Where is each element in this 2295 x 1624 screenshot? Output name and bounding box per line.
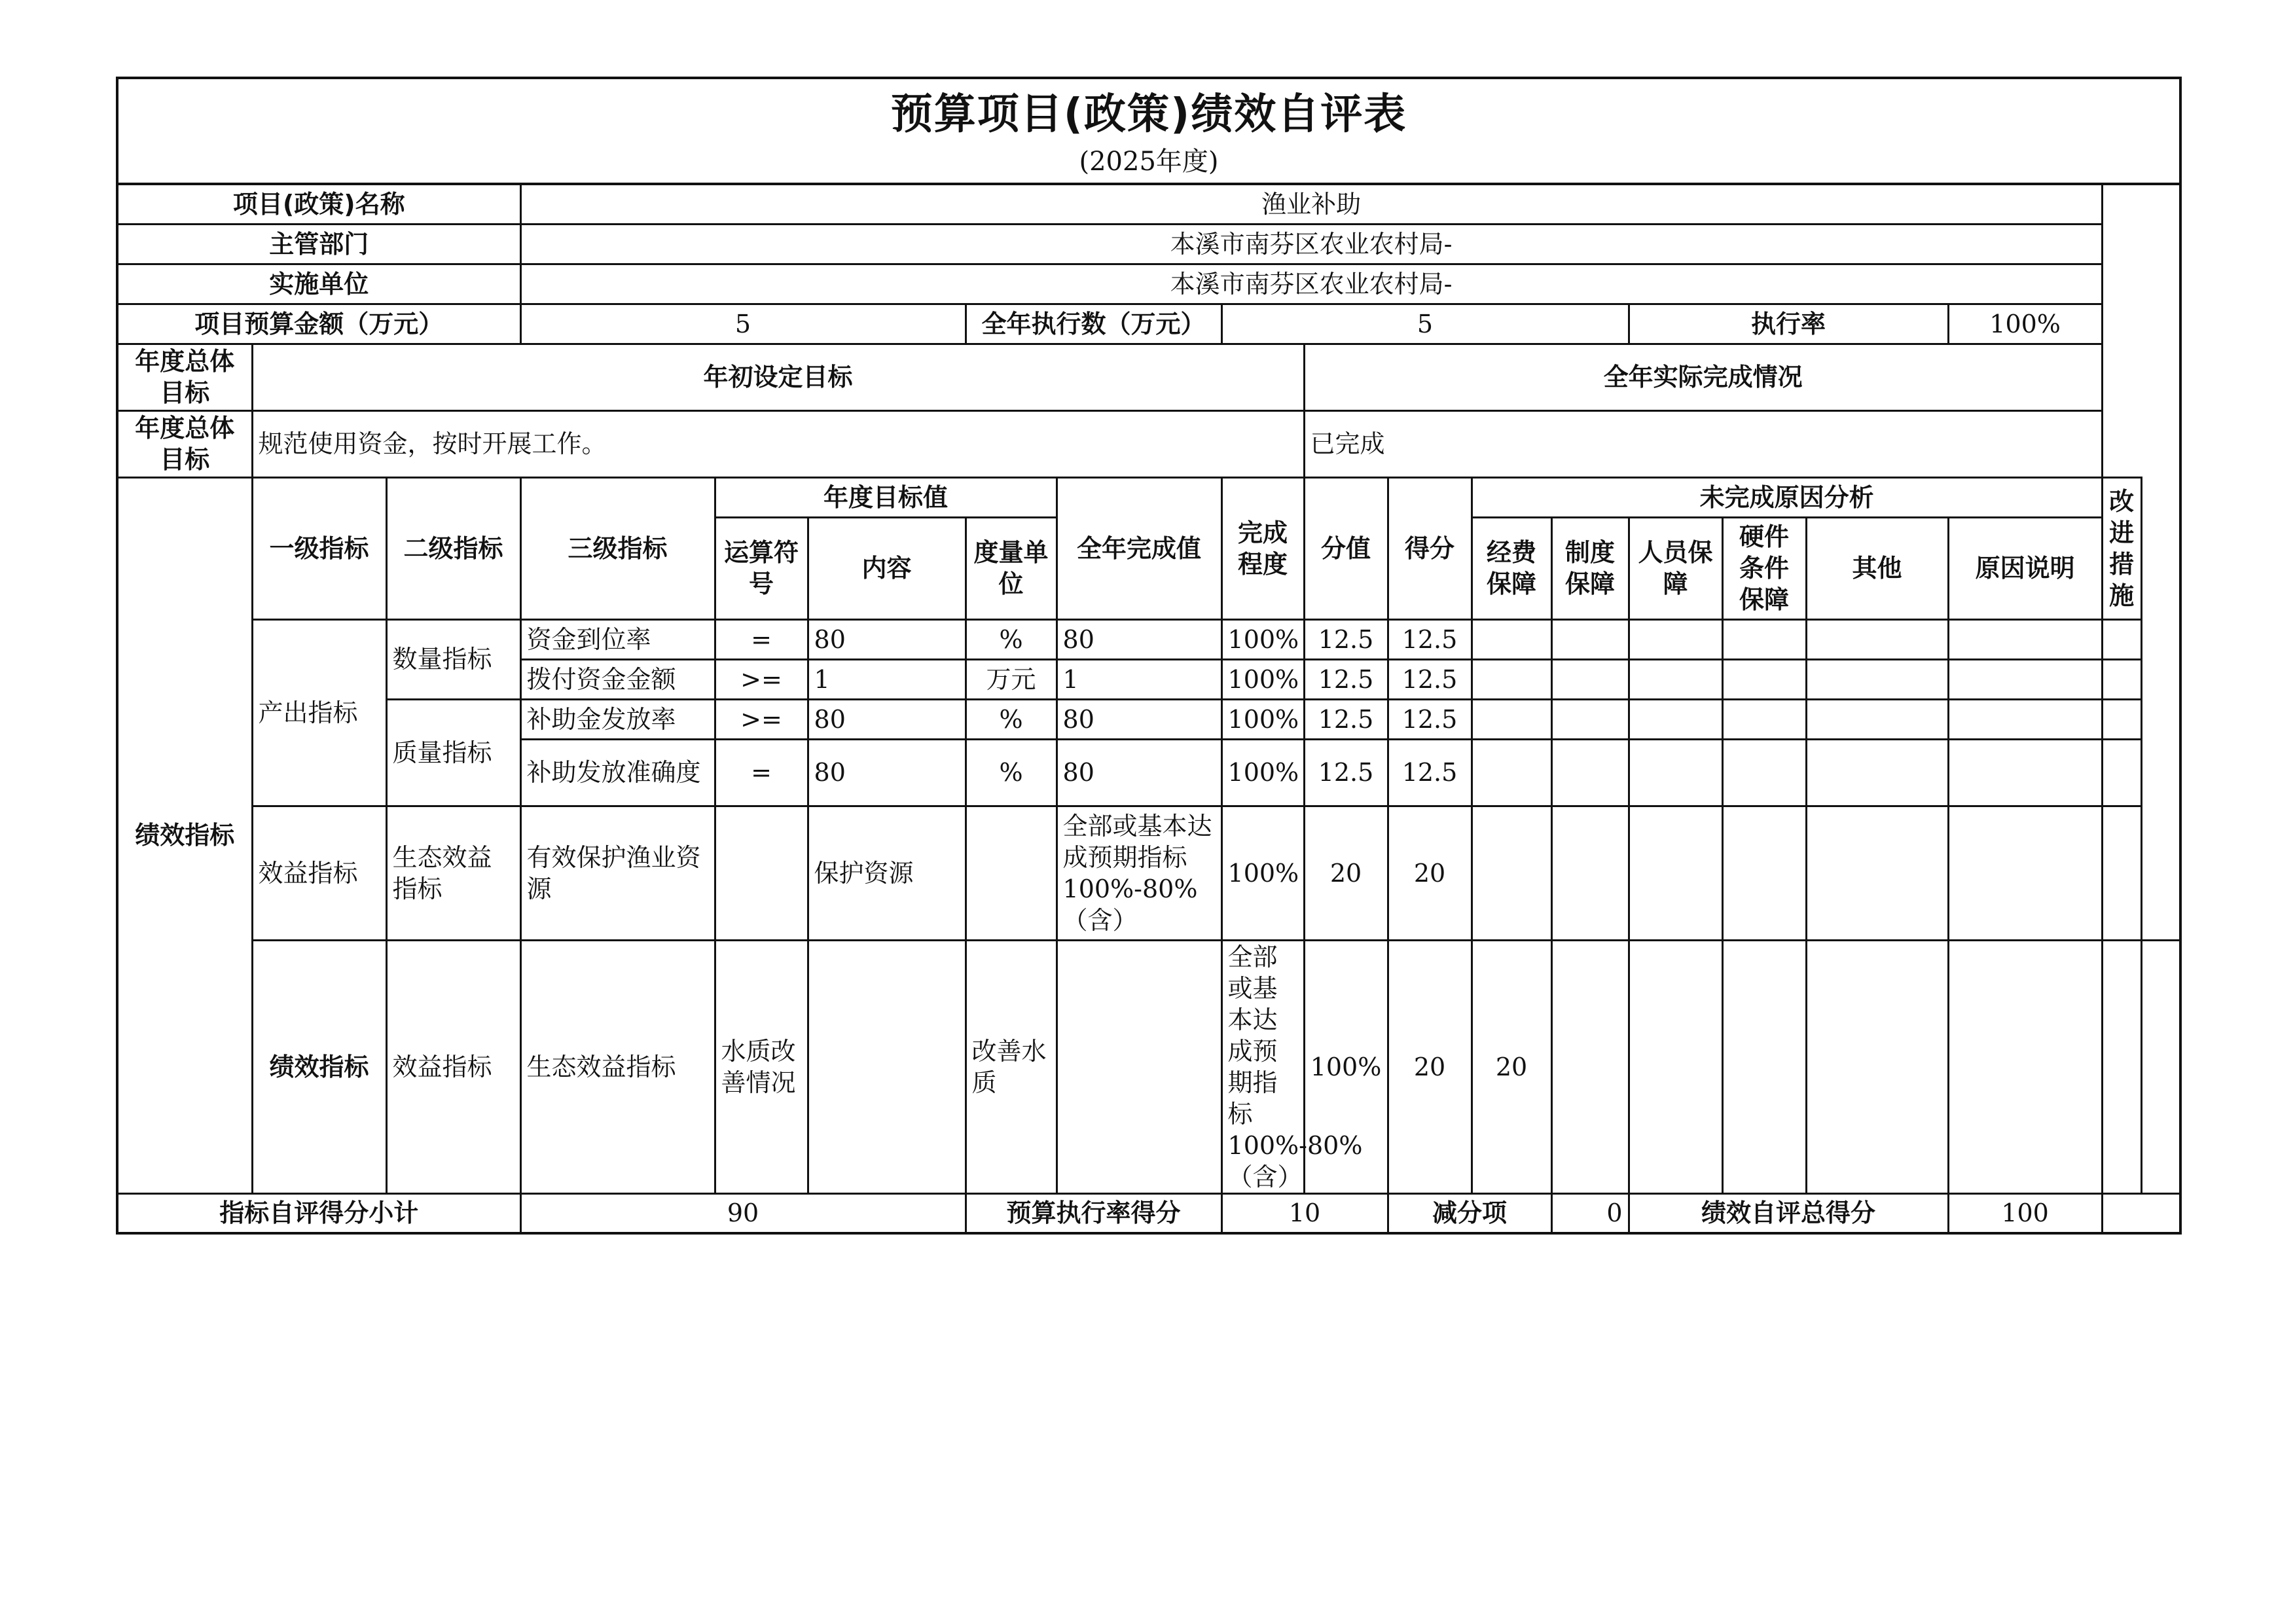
empty-cell bbox=[1722, 699, 1806, 739]
goal-header-row bbox=[117, 344, 2180, 410]
empty-cell bbox=[1806, 806, 1948, 940]
unit-label: 实施单位 bbox=[117, 264, 520, 304]
empty-cell bbox=[1551, 699, 1629, 739]
perf-indicator-label: 绩效指标 bbox=[252, 940, 386, 1193]
subtotal-label: 指标自评得分小计 bbox=[117, 1193, 520, 1233]
indicator-score: 20 bbox=[1472, 940, 1551, 1193]
indicator-name: 补助金发放率 bbox=[520, 699, 715, 739]
page-subtitle: (2025年度) bbox=[1079, 147, 1219, 177]
indicator-unit: % bbox=[966, 739, 1057, 806]
level1-output: 产出指标 bbox=[252, 619, 386, 806]
indicator-unit: % bbox=[966, 699, 1057, 739]
level2-eco: 生态效益指标 bbox=[520, 940, 715, 1193]
indicator-unit: 万元 bbox=[966, 659, 1057, 699]
project-name-row bbox=[117, 184, 2180, 224]
unit-value: 本溪市南芬区农业农村局- bbox=[520, 264, 2102, 304]
deduct-value: 0 bbox=[1551, 1193, 1629, 1233]
empty-cell bbox=[1948, 619, 2102, 659]
empty-cell bbox=[2102, 940, 2141, 1193]
indicator-name: 资金到位率 bbox=[520, 619, 715, 659]
goal-label: 年度总体目标 bbox=[117, 410, 252, 477]
indicator-content: 80 bbox=[808, 699, 966, 739]
indicator-actual: 80 bbox=[1057, 619, 1221, 659]
empty-cell bbox=[2141, 940, 2180, 1193]
project-name-value: 渔业补助 bbox=[520, 184, 2102, 224]
level2-quality: 质量指标 bbox=[386, 699, 520, 806]
empty-cell bbox=[1472, 619, 1551, 659]
indicator-op: = bbox=[715, 619, 808, 659]
empty-cell bbox=[1472, 806, 1551, 940]
empty-cell bbox=[1806, 940, 1948, 1193]
empty-cell bbox=[1948, 940, 2102, 1193]
indicator-content: 保护资源 bbox=[808, 806, 966, 940]
empty-cell bbox=[1629, 940, 1722, 1193]
goal-content-row bbox=[117, 410, 2180, 477]
unit-header: 度量单位 bbox=[966, 517, 1057, 619]
indicator-actual: 全部或基本达成预期指标100%-80%（含） bbox=[1057, 806, 1221, 940]
indicator-degree: 100% bbox=[1304, 940, 1388, 1193]
indicator-actual: 80 bbox=[1057, 739, 1221, 806]
level1-benefit: 效益指标 bbox=[252, 806, 386, 940]
level2-header: 二级指标 bbox=[386, 477, 520, 619]
level3-header: 三级指标 bbox=[520, 477, 715, 619]
indicator-name: 补助发放准确度 bbox=[520, 739, 715, 806]
budget-score-label: 预算执行率得分 bbox=[966, 1193, 1221, 1233]
dept-row bbox=[117, 224, 2180, 264]
empty-cell bbox=[2102, 806, 2141, 940]
level1-header: 一级指标 bbox=[252, 477, 386, 619]
level1-benefit: 效益指标 bbox=[386, 940, 520, 1193]
empty-cell bbox=[1472, 659, 1551, 699]
empty-cell bbox=[1722, 806, 1806, 940]
reason-other-header: 其他 bbox=[1806, 517, 1948, 619]
indicator-op: = bbox=[715, 739, 808, 806]
table-row bbox=[117, 619, 2180, 659]
indicator-actual: 全部或基本达成预期指标100%-80%（含） bbox=[1221, 940, 1304, 1193]
empty-cell bbox=[1629, 806, 1722, 940]
score-value-header: 分值 bbox=[1304, 477, 1388, 619]
indicator-actual: 1 bbox=[1057, 659, 1221, 699]
indicator-degree: 100% bbox=[1221, 659, 1304, 699]
empty-cell bbox=[2102, 699, 2141, 739]
indicator-score: 12.5 bbox=[1388, 619, 1472, 659]
reason-system-header: 制度保障 bbox=[1551, 517, 1629, 619]
indicator-value: 20 bbox=[1388, 940, 1472, 1193]
goal-initial-header: 年初设定目标 bbox=[252, 344, 1304, 410]
empty-cell bbox=[1948, 806, 2102, 940]
op-header: 运算符号 bbox=[715, 517, 808, 619]
table-row bbox=[117, 699, 2180, 739]
indicator-degree: 100% bbox=[1221, 739, 1304, 806]
empty-cell bbox=[1551, 940, 1629, 1193]
footer-row bbox=[117, 1193, 2180, 1233]
indicator-unit: % bbox=[966, 619, 1057, 659]
empty-cell bbox=[1551, 659, 1629, 699]
indicator-degree: 100% bbox=[1221, 806, 1304, 940]
reason-group-header: 未完成原因分析 bbox=[1472, 477, 2102, 517]
indicator-value: 12.5 bbox=[1304, 659, 1388, 699]
indicator-name: 水质改善情况 bbox=[715, 940, 808, 1193]
empty-cell bbox=[2102, 739, 2141, 806]
empty-cell bbox=[1551, 619, 1629, 659]
content-header: 内容 bbox=[808, 517, 966, 619]
improve-header: 改进措施 bbox=[2102, 477, 2141, 619]
deduct-label: 减分项 bbox=[1388, 1193, 1551, 1233]
indicator-value: 12.5 bbox=[1304, 739, 1388, 806]
indicator-name: 拨付资金金额 bbox=[520, 659, 715, 699]
indicator-value: 12.5 bbox=[1304, 619, 1388, 659]
budget-value: 5 bbox=[520, 304, 966, 344]
empty-cell bbox=[2102, 619, 2141, 659]
indicator-actual: 80 bbox=[1057, 699, 1221, 739]
budget-row bbox=[117, 304, 2180, 344]
goal-actual-header: 全年实际完成情况 bbox=[1304, 344, 2102, 410]
exec-value: 5 bbox=[1221, 304, 1629, 344]
reason-explain-header: 原因说明 bbox=[1948, 517, 2102, 619]
empty-cell bbox=[1806, 739, 1948, 806]
indicator-content: 改善水质 bbox=[966, 940, 1057, 1193]
empty-cell bbox=[1806, 699, 1948, 739]
empty-cell bbox=[1629, 659, 1722, 699]
empty-cell bbox=[1472, 699, 1551, 739]
performance-sheet bbox=[116, 77, 2182, 1235]
goal-initial: 规范使用资金，按时开展工作。 bbox=[252, 410, 1304, 477]
total-value: 100 bbox=[1948, 1193, 2102, 1233]
rate-value: 100% bbox=[1948, 304, 2102, 344]
indicator-op bbox=[715, 806, 808, 940]
indicator-score: 12.5 bbox=[1388, 699, 1472, 739]
indicator-content: 80 bbox=[808, 739, 966, 806]
level2-eco: 生态效益指标 bbox=[386, 806, 520, 940]
target-group-header: 年度目标值 bbox=[715, 477, 1057, 517]
perf-indicator-label: 绩效指标 bbox=[117, 477, 252, 1193]
dept-label: 主管部门 bbox=[117, 224, 520, 264]
exec-label: 全年执行数（万元） bbox=[966, 304, 1221, 344]
indicator-unit bbox=[966, 806, 1057, 940]
empty-cell bbox=[1722, 659, 1806, 699]
empty-cell bbox=[1629, 619, 1722, 659]
indicator-degree: 100% bbox=[1221, 619, 1304, 659]
title-block bbox=[116, 77, 2182, 183]
indicator-content: 80 bbox=[808, 619, 966, 659]
goal-label: 年度总体目标 bbox=[117, 344, 252, 410]
indicator-op: >= bbox=[715, 699, 808, 739]
empty-cell bbox=[1806, 659, 1948, 699]
indicator-op: >= bbox=[715, 659, 808, 699]
table-row bbox=[117, 806, 2180, 940]
reason-staff-header: 人员保障 bbox=[1629, 517, 1722, 619]
empty-cell bbox=[1629, 739, 1722, 806]
empty-cell bbox=[1948, 739, 2102, 806]
indicator-value: 20 bbox=[1304, 806, 1388, 940]
actual-header: 全年完成值 bbox=[1057, 477, 1221, 619]
indicator-degree: 100% bbox=[1221, 699, 1304, 739]
empty-cell bbox=[1806, 619, 1948, 659]
budget-label: 项目预算金额（万元） bbox=[117, 304, 520, 344]
indicator-name: 有效保护渔业资源 bbox=[520, 806, 715, 940]
indicator-value: 12.5 bbox=[1304, 699, 1388, 739]
subtotal-value: 90 bbox=[520, 1193, 966, 1233]
score-header: 得分 bbox=[1388, 477, 1472, 619]
indicator-score: 12.5 bbox=[1388, 659, 1472, 699]
rate-label: 执行率 bbox=[1629, 304, 1948, 344]
indicator-score: 12.5 bbox=[1388, 739, 1472, 806]
total-label: 绩效自评总得分 bbox=[1629, 1193, 1948, 1233]
indicator-header-row-1 bbox=[117, 477, 2180, 517]
unit-row bbox=[117, 264, 2180, 304]
reason-funds-header: 经费保障 bbox=[1472, 517, 1551, 619]
empty-cell bbox=[2102, 659, 2141, 699]
indicator-score: 20 bbox=[1388, 806, 1472, 940]
evaluation-table bbox=[116, 183, 2182, 1235]
empty-cell bbox=[1722, 739, 1806, 806]
empty-cell bbox=[1551, 806, 1629, 940]
empty-cell bbox=[1948, 699, 2102, 739]
empty-cell bbox=[1472, 739, 1551, 806]
indicator-content: 1 bbox=[808, 659, 966, 699]
dept-value: 本溪市南芬区农业农村局- bbox=[520, 224, 2102, 264]
reason-hardware-header: 硬件条件保障 bbox=[1722, 517, 1806, 619]
empty-cell bbox=[1948, 659, 2102, 699]
page-title: 预算项目(政策)绩效自评表 bbox=[890, 90, 1407, 139]
empty-cell bbox=[1722, 940, 1806, 1193]
empty-cell bbox=[1551, 739, 1629, 806]
budget-score-value: 10 bbox=[1221, 1193, 1388, 1233]
level2-quantity: 数量指标 bbox=[386, 619, 520, 699]
empty-cell bbox=[1629, 699, 1722, 739]
indicator-op bbox=[808, 940, 966, 1193]
empty-cell bbox=[1722, 619, 1806, 659]
indicator-unit bbox=[1057, 940, 1221, 1193]
table-row bbox=[117, 940, 2180, 1193]
project-name-label: 项目(政策)名称 bbox=[117, 184, 520, 224]
goal-actual: 已完成 bbox=[1304, 410, 2102, 477]
degree-header: 完成程度 bbox=[1221, 477, 1304, 619]
